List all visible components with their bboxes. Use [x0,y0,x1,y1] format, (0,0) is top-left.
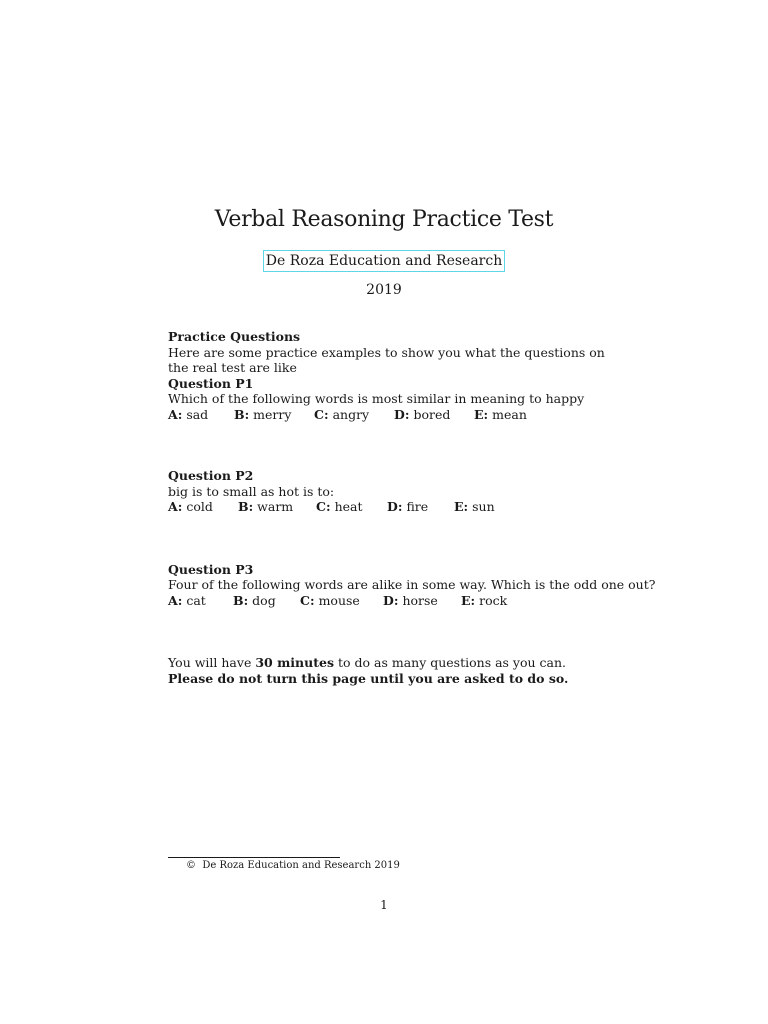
option [454,499,495,515]
option-text: rock [479,592,508,608]
option-letter: B: [233,592,249,608]
option-letter: E: [461,592,476,608]
option-text: merry [253,406,292,422]
question-title: Question P2 [168,468,254,483]
option-letter: A: [168,406,183,422]
option [168,407,234,423]
option [474,407,527,423]
option [316,499,387,515]
author-link[interactable]: De Roza Education and Research [263,250,505,272]
option-text: angry [332,406,370,422]
option [461,593,507,609]
author-wrapper [0,250,768,272]
option [168,499,238,515]
option [383,593,461,609]
content [168,329,656,686]
option-text: warm [257,499,294,514]
option-letter: B: [234,406,250,422]
question-options [168,593,608,609]
question-options [168,407,608,423]
date: 2019 [366,282,402,298]
option [233,593,300,609]
option-text: horse [402,592,438,608]
question-title: Question P3 [168,561,254,577]
option [300,593,383,609]
option-text: sun [472,499,495,514]
option-text: cold [186,499,213,514]
question-title: Question P1 [168,375,254,391]
option-text: sad [186,406,209,422]
option-letter: E: [474,406,489,422]
question-prompt: big is to small as hot is to: [168,483,335,499]
instructions-before: You will have [168,655,256,670]
instructions-line [168,655,608,671]
option [387,499,454,515]
footnote-rule [168,857,340,858]
option [168,593,233,609]
page-title: Verbal Reasoning Practice Test [214,207,554,232]
instructions-after: to do as many questions as you can. [334,655,567,670]
question-prompt: Which of the following words is most similar in meaning to happy [168,391,585,406]
option [238,499,316,515]
option-letter: C: [314,406,329,422]
option-letter: B: [238,499,254,514]
option-text: dog [252,592,276,608]
footnote-text: De Roza Education and Research 2019 [202,860,400,871]
option-text: mean [492,406,527,422]
page-number: 1 [380,898,388,912]
option-text: heat [334,499,363,514]
option-text: bored [413,406,451,422]
option-text: mouse [318,592,360,608]
question-options [168,499,608,515]
option-letter: A: [168,499,183,514]
option-letter: A: [168,592,183,608]
option-text: fire [406,499,429,514]
copyright-symbol: © [186,860,196,871]
option-letter: D: [394,406,410,422]
option-letter: D: [383,592,399,608]
option-text: cat [186,592,206,608]
option-letter: E: [454,499,469,514]
instructions-warning: Please do not turn this page until you are asked to do so. [168,670,569,686]
option [394,407,474,423]
practice-heading: Practice Questions [168,329,301,344]
option [314,407,394,423]
footnote [186,859,400,873]
question-prompt: Four of the following words are alike in some way. Which is the odd one out? [168,577,656,592]
option-letter: C: [300,592,315,608]
option [234,407,314,423]
option-letter: C: [316,499,331,514]
instructions-duration: 30 minutes [255,655,334,670]
option-letter: D: [387,499,403,514]
practice-intro: Here are some practice examples to show you what the questions on the real test are like [168,344,605,375]
